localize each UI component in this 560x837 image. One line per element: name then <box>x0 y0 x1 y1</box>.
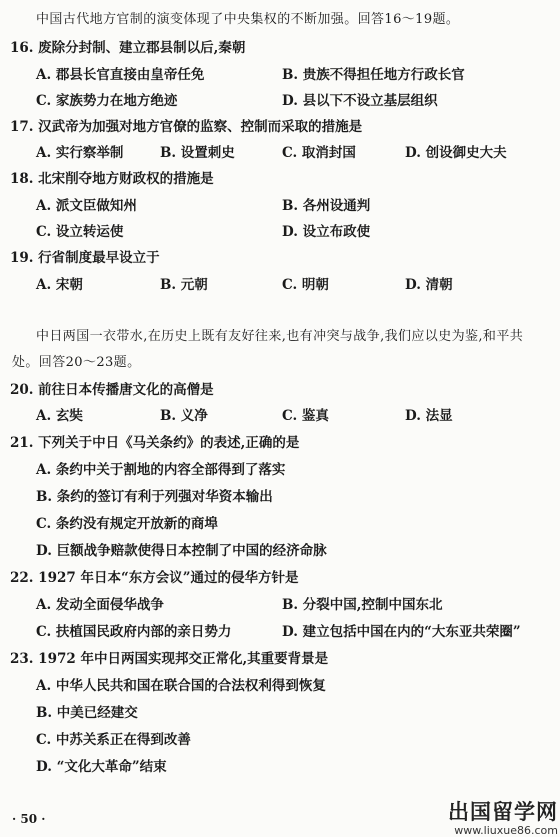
question-22-option-a[interactable]: A. 发动全面侵华战争 <box>36 597 164 613</box>
question-20-stem: 20. 前往日本传播唐文化的高僧是 <box>10 382 214 398</box>
question-23-stem: 23. 1972 年中日两国实现邦交正常化,其重要背景是 <box>10 651 329 667</box>
intro-paragraph-1: 中国古代地方官制的演变体现了中央集权的不断加强。回答16～19题。 <box>36 12 460 27</box>
page-number: · 50 · <box>12 812 46 826</box>
question-19-stem: 19. 行省制度最早设立于 <box>10 250 160 266</box>
question-21-stem: 21. 下列关于中日《马关条约》的表述,正确的是 <box>10 435 300 451</box>
question-22-option-d[interactable]: D. 建立包括中国在内的“大东亚共荣圈” <box>282 624 521 640</box>
question-18-stem: 18. 北宋削夺地方财政权的措施是 <box>10 171 214 187</box>
question-20-option-c[interactable]: C. 鉴真 <box>282 408 329 424</box>
question-16-option-a[interactable]: A. 郡县长官直接由皇帝任免 <box>36 67 205 83</box>
question-22-option-b[interactable]: B. 分裂中国,控制中国东北 <box>282 597 443 613</box>
question-19-option-d[interactable]: D. 清朝 <box>405 277 453 293</box>
question-18-option-d[interactable]: D. 设立布政使 <box>282 224 371 240</box>
question-17-option-c[interactable]: C. 取消封国 <box>282 145 356 161</box>
question-20-option-b[interactable]: B. 义净 <box>160 408 208 424</box>
question-23-option-c[interactable]: C. 中苏关系正在得到改善 <box>36 732 191 748</box>
watermark-url: www.liuxue86.com <box>454 824 558 837</box>
question-19-option-b[interactable]: B. 元朝 <box>160 277 208 293</box>
question-16-stem: 16. 废除分封制、建立郡县制以后,秦朝 <box>10 40 246 56</box>
question-17-option-a[interactable]: A. 实行察举制 <box>36 145 124 161</box>
question-17-option-d[interactable]: D. 创设御史大夫 <box>405 145 507 161</box>
question-16-option-b[interactable]: B. 贵族不得担任地方行政长官 <box>282 67 465 83</box>
intro-paragraph-2-line-1: 中日两国一衣带水,在历史上既有友好往来,也有冲突与战争,我们应以史为鉴,和平共 <box>36 329 524 344</box>
question-17-option-b[interactable]: B. 设置刺史 <box>160 145 235 161</box>
question-23-option-d[interactable]: D. “文化大革命”结束 <box>36 759 167 775</box>
question-23-option-a[interactable]: A. 中华人民共和国在联合国的合法权利得到恢复 <box>36 678 326 694</box>
question-21-option-b[interactable]: B. 条约的签订有利于列强对华资本输出 <box>36 489 273 505</box>
question-20-option-d[interactable]: D. 法显 <box>405 408 453 424</box>
question-19-option-c[interactable]: C. 明朝 <box>282 277 329 293</box>
question-23-option-b[interactable]: B. 中美已经建交 <box>36 705 138 721</box>
question-18-option-b[interactable]: B. 各州设通判 <box>282 198 371 214</box>
question-21-option-a[interactable]: A. 条约中关于割地的内容全部得到了落实 <box>36 462 286 478</box>
question-21-option-c[interactable]: C. 条约没有规定开放新的商埠 <box>36 516 218 532</box>
watermark-chinese-text: 出国留学网 <box>448 800 558 824</box>
question-16-option-c[interactable]: C. 家族势力在地方绝迹 <box>36 93 178 109</box>
question-18-option-c[interactable]: C. 设立转运使 <box>36 224 124 240</box>
question-16-option-d[interactable]: D. 县以下不设立基层组织 <box>282 93 438 109</box>
question-19-option-a[interactable]: A. 宋朝 <box>36 277 83 293</box>
question-17-stem: 17. 汉武帝为加强对地方官僚的监察、控制而采取的措施是 <box>10 119 363 135</box>
question-18-option-a[interactable]: A. 派文臣做知州 <box>36 198 137 214</box>
question-20-option-a[interactable]: A. 玄奘 <box>36 408 83 424</box>
question-21-option-d[interactable]: D. 巨额战争赔款使得日本控制了中国的经济命脉 <box>36 543 327 559</box>
question-22-stem: 22. 1927 年日本“东方会议”通过的侵华方针是 <box>10 570 299 586</box>
intro-paragraph-2-line-2: 处。回答20～23题。 <box>12 355 141 370</box>
watermark-logo <box>398 796 558 837</box>
question-22-option-c[interactable]: C. 扶植国民政府内部的亲日势力 <box>36 624 232 640</box>
